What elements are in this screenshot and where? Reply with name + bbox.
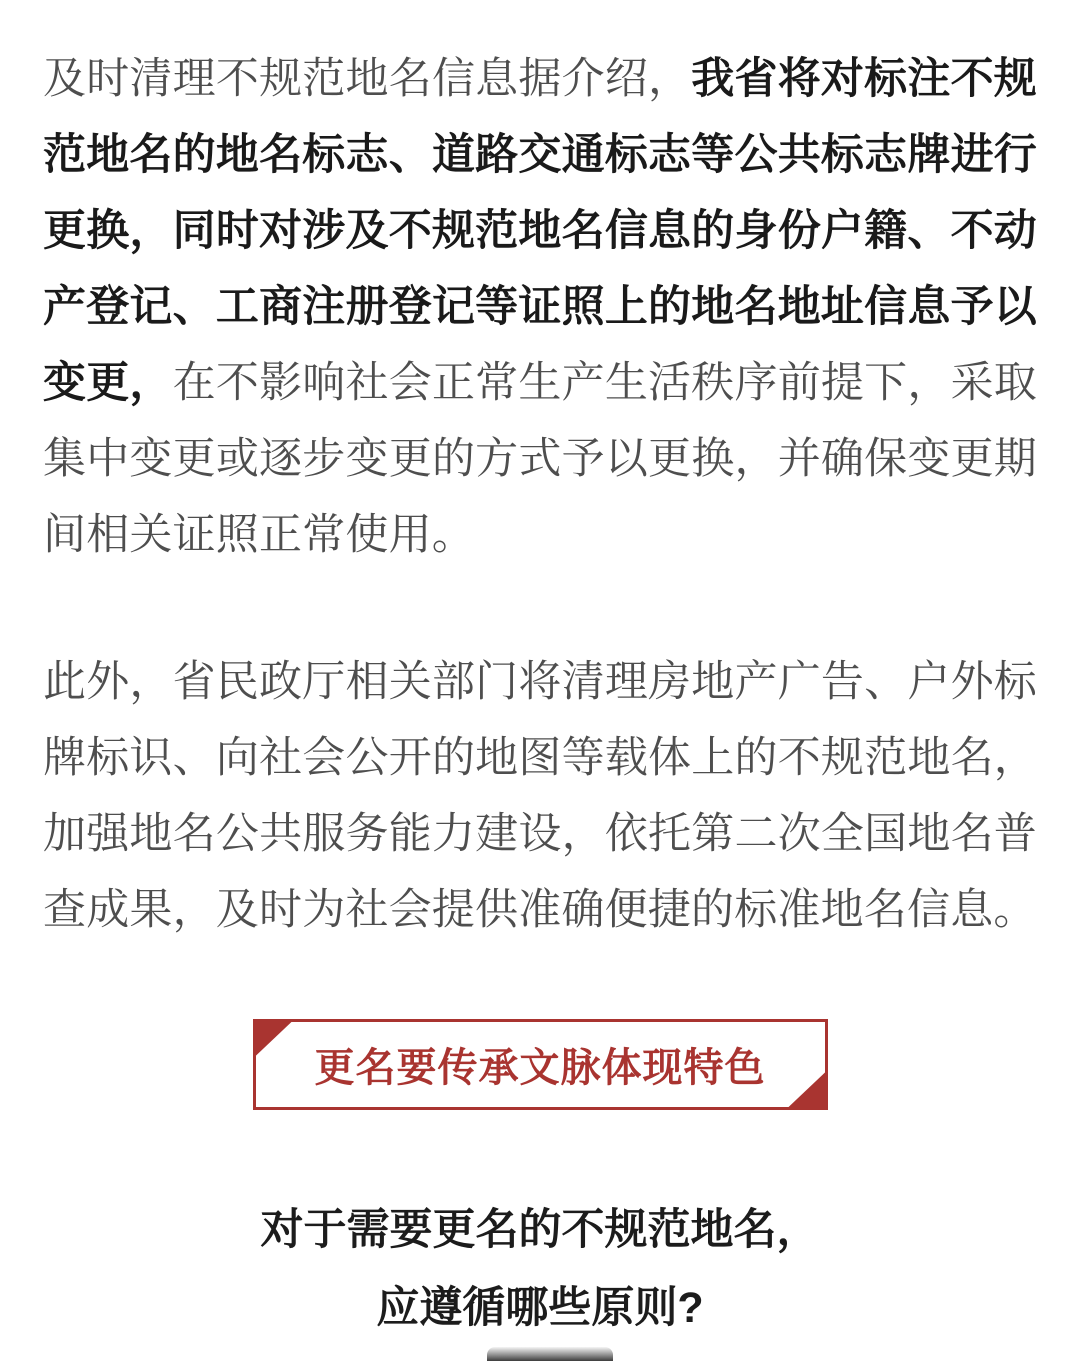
paragraph-emphasis-text: 我省将对标注不规范地名的地名标志、道路交通标志等公共标志牌进行更换，同时对涉及不规范地名信息的身份户籍、不动产登记、工商注册登记等证照上的地名地址信息予以变更， <box>43 55 1038 407</box>
question-heading <box>43 1191 1037 1347</box>
paragraph-tail-text: 在不影响社会正常生产生活秩序前提下，采取集中变更或逐步变更的方式予以更换，并确保变更期间相关证照正常使用。 <box>43 359 1037 559</box>
paragraph-cleanup-measures <box>43 0 1037 573</box>
bottom-cropped-graphic <box>487 1347 613 1361</box>
section-banner <box>253 1019 828 1110</box>
paragraph-text: 此外，省民政厅相关部门将清理房地产广告、户外标牌标识、向社会公开的地图等载体上的不规范地名，加强地名公共服务能力建设，依托第二次全国地名普查成果，及时为社会提供准确便捷的标准地名信息。 <box>43 658 1037 934</box>
section-banner-title: 更名要传承文脉体现特色 <box>314 1046 766 1090</box>
paragraph-lead-text: 及时清理不规范地名信息据介绍， <box>43 55 692 103</box>
question-heading-line2: 应遵循哪些原则? <box>376 1284 704 1332</box>
question-heading-line1: 对于需要更名的不规范地名， <box>260 1206 820 1254</box>
paragraph-additional-measures <box>43 644 1037 948</box>
